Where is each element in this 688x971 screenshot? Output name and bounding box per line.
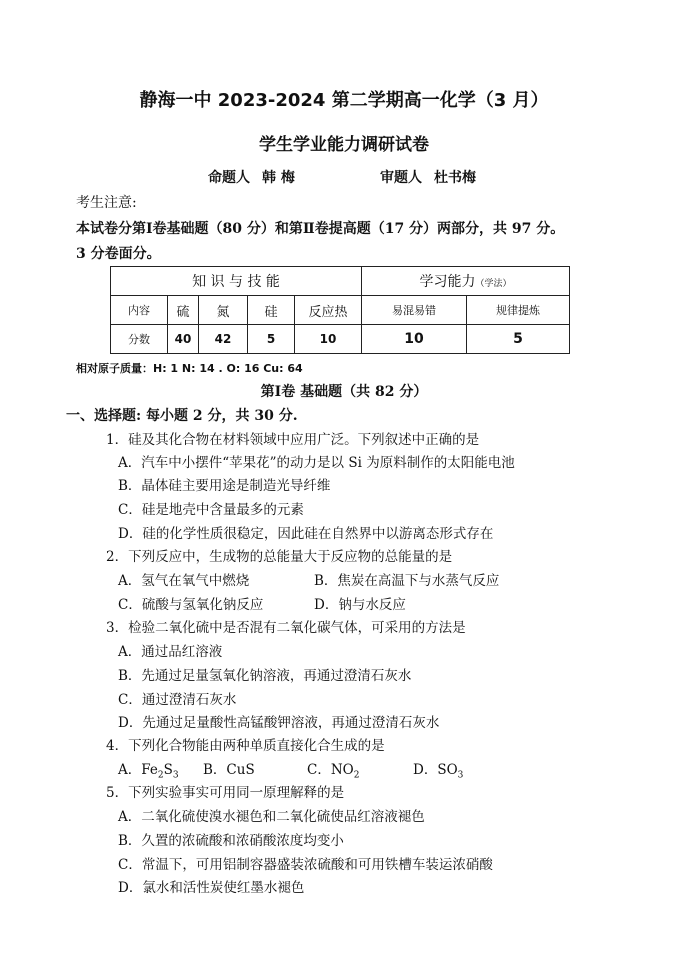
- formula-part: S: [163, 762, 173, 778]
- question-3-option-b: B．先通过足量氢氧化钠溶液，再通过澄清石灰水: [118, 668, 412, 684]
- table-score: 10: [362, 325, 467, 354]
- notice-line-1: 本试卷分第Ⅰ卷基础题（80 分）和第Ⅱ卷提高题（17 分）两部分，共 97 分。: [76, 221, 565, 237]
- table-topic: 硫: [168, 296, 199, 325]
- part-1-title: 第Ⅰ卷 基础题（共 82 分）: [260, 384, 428, 400]
- formula-subscript: 3: [457, 770, 464, 781]
- question-3-option-a: A．通过品红溶液: [118, 644, 223, 660]
- question-1-stem: 1．硅及其化合物在材料领域中应用广泛。下列叙述中正确的是: [106, 432, 480, 448]
- reviewer-label: 审题人: [380, 170, 422, 186]
- question-4-option-d: [413, 758, 463, 781]
- question-4-stem: 4．下列化合物能由两种单质直接化合生成的是: [106, 738, 385, 754]
- formula-part: D．SO: [413, 762, 458, 778]
- question-5-option-b: B．久置的浓硫酸和浓硝酸浓度均变小: [118, 833, 344, 849]
- question-3-option-d: D．先通过足量酸性高锰酸钾溶液，再通过澄清石灰水: [118, 715, 440, 731]
- question-3-option-c: C．通过澄清石灰水: [118, 692, 237, 708]
- formula-subscript: 2: [353, 770, 360, 781]
- question-1-option-a: A．汽车中小摆件“苹果花”的动力是以 Si 为原料制作的太阳能电池: [118, 455, 515, 471]
- table-score: 42: [199, 325, 248, 354]
- table-score: 40: [168, 325, 199, 354]
- question-5-option-a: A．二氧化硫使溴水褪色和二氧化硫使品红溶液褪色: [118, 809, 425, 825]
- question-5-option-d: D．氯水和活性炭使红墨水褪色: [118, 880, 305, 896]
- formula-part: A．Fe: [118, 762, 158, 778]
- table-topic: 反应热: [295, 296, 362, 325]
- notice-line-2: 3 分卷面分。: [76, 246, 161, 262]
- exam-title: 静海一中 2023-2024 第二学期高一化学（3 月）: [139, 90, 549, 111]
- table-row-label-content: 内容: [111, 296, 168, 325]
- formula-subscript: 2: [157, 770, 164, 781]
- question-4-option-b: B．CuS: [203, 762, 255, 778]
- question-2-option-d: D．钠与水反应: [314, 597, 406, 613]
- score-distribution-table: [110, 266, 570, 354]
- table-group-learning-label: 学习能力: [419, 274, 476, 290]
- table-score: 10: [295, 325, 362, 354]
- formula-part: C．NO: [307, 762, 354, 778]
- question-1-option-d: D．硅的化学性质很稳定，因此硅在自然界中以游离态形式存在: [118, 526, 494, 542]
- exam-subtitle: 学生学业能力调研试卷: [259, 135, 429, 155]
- question-5-stem: 5．下列实验事实可用同一原理解释的是: [106, 785, 345, 801]
- question-2-option-a: A．氢气在氧气中燃烧: [118, 573, 250, 589]
- question-2-option-c: C．硫酸与氢氧化钠反应: [118, 597, 264, 613]
- reviewer-name: 杜书梅: [434, 170, 476, 186]
- author-name: 韩 梅: [262, 170, 295, 186]
- table-score: 5: [248, 325, 295, 354]
- question-2-option-b: B．焦炭在高温下与水蒸气反应: [314, 573, 500, 589]
- table-group-learning-note: （学法）: [475, 279, 512, 289]
- table-group-knowledge: 知 识 与 技 能: [111, 267, 362, 296]
- question-5-option-c: C．常温下，可用铝制容器盛装浓硫酸和可用铁槽车装运浓硝酸: [118, 857, 493, 873]
- question-1-option-b: B．晶体硅主要用途是制造光导纤维: [118, 478, 331, 494]
- question-4-option-c: [307, 758, 359, 781]
- table-topic: 易混易错: [362, 296, 467, 325]
- table-topic: 硅: [248, 296, 295, 325]
- table-topic: 规律提炼: [467, 296, 570, 325]
- table-group-learning: [362, 267, 570, 296]
- formula-subscript: 3: [172, 770, 179, 781]
- author-label: 命题人: [208, 170, 250, 186]
- atomic-masses: 相对原子质量：H: 1 N: 14 . O: 16 Cu: 64: [76, 362, 303, 375]
- notice-heading: 考生注意:: [76, 195, 137, 211]
- question-1-option-c: C．硅是地壳中含量最多的元素: [118, 502, 304, 518]
- question-4-option-a: [118, 758, 179, 781]
- question-2-stem: 2．下列反应中，生成物的总能量大于反应物的总能量的是: [106, 549, 453, 565]
- table-topic: 氮: [199, 296, 248, 325]
- section-1-heading: 一、选择题: 每小题 2 分，共 30 分.: [66, 408, 298, 424]
- table-row-label-score: 分数: [111, 325, 168, 354]
- question-3-stem: 3．检验二氧化硫中是否混有二氧化碳气体，可采用的方法是: [106, 620, 466, 636]
- table-score: 5: [467, 325, 570, 354]
